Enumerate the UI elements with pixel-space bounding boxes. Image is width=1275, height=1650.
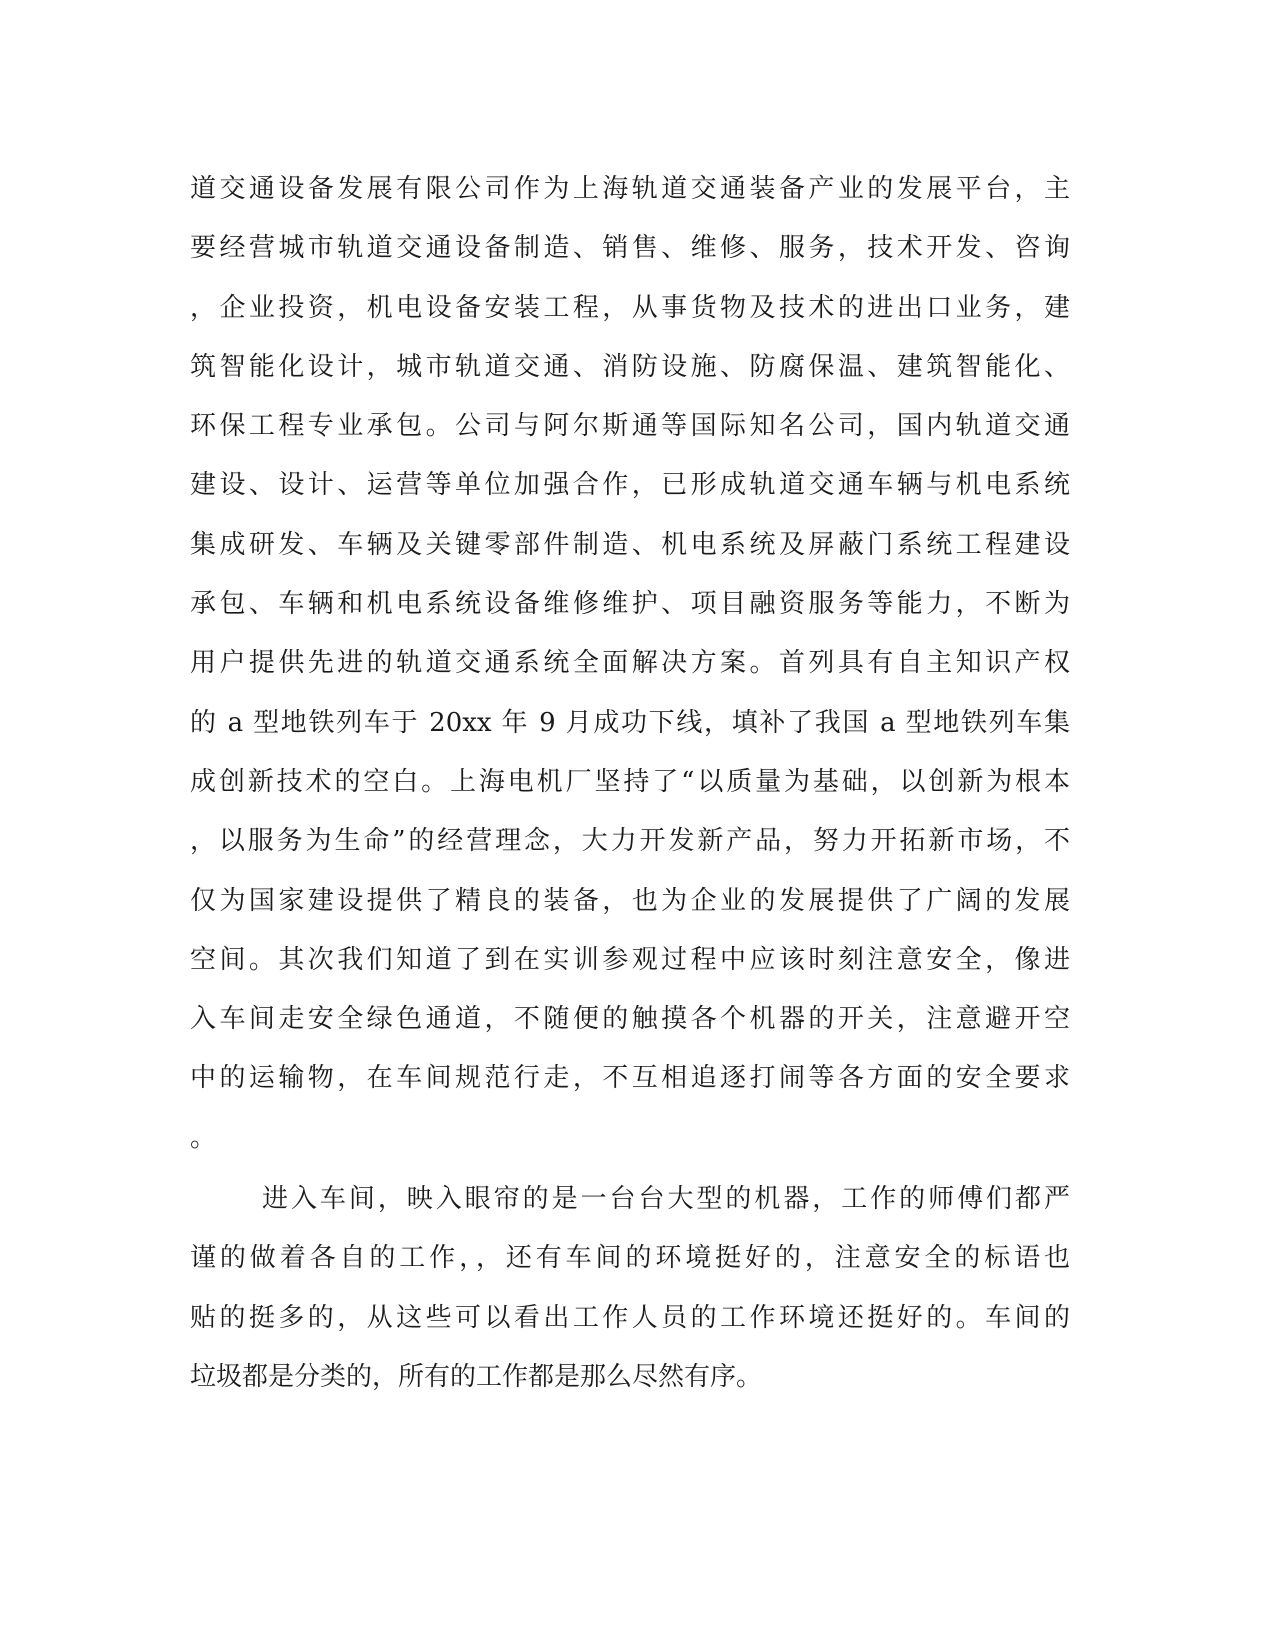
text-line: 进入车间，映入眼帘的是一台台大型的机器，工作的师傅们都严 [262, 1184, 1070, 1215]
text-line: 。 [190, 1122, 217, 1153]
text-line: 用户提供先进的轨道交通系统全面解决方案。首列具有自主知识产权 [190, 648, 1070, 679]
text-line: 要经营城市轨道交通设备制造、销售、维修、服务，技术开发、咨询 [190, 233, 1070, 264]
paragraph-2 [190, 1170, 1070, 1407]
text-line: 承包、车辆和机电系统设备维修维护、项目融资服务等能力，不断为 [190, 589, 1070, 620]
text-line: 入车间走安全绿色通道，不随便的触摸各个机器的开关，注意避开空 [190, 1004, 1070, 1035]
text-line: 集成研发、车辆及关键零部件制造、机电系统及屏蔽门系统工程建设 [190, 529, 1070, 560]
text-line: ，企业投资，机电设备安装工程，从事货物及技术的进出口业务，建 [190, 292, 1070, 323]
text-line: 道交通设备发展有限公司作为上海轨道交通装备产业的发展平台，主 [190, 174, 1070, 204]
text-line: 仅为国家建设提供了精良的装备，也为企业的发展提供了广阔的发展 [190, 885, 1070, 916]
text-line: 贴的挺多的，从这些可以看出工作人员的工作环境还挺好的。车间的 [190, 1302, 1070, 1333]
text-line: 的 a 型地铁列车于 20xx 年 9 月成功下线，填补了我国 a 型地铁列车集 [190, 707, 1070, 738]
text-line: 筑智能化设计，城市轨道交通、消防设施、防腐保温、建筑智能化、 [190, 351, 1070, 382]
text-line: 建设、设计、运营等单位加强合作，已形成轨道交通车辆与机电系统 [190, 470, 1070, 501]
text-line: ，以服务为生命”的经营理念，大力开发新产品，努力开拓新市场，不 [190, 826, 1070, 857]
text-line: 谨的做着各自的工作，，还有车间的环境挺好的，注意安全的标语也 [190, 1243, 1070, 1274]
text-line: 垃圾都是分类的，所有的工作都是那么尽然有序。 [190, 1361, 763, 1392]
paragraph-1 [190, 160, 1070, 1168]
text-line: 中的运输物，在车间规范行走，不互相追逐打闹等各方面的安全要求 [190, 1063, 1070, 1094]
text-line: 成创新技术的空白。上海电机厂坚持了“以质量为基础，以创新为根本 [190, 766, 1070, 797]
document-body [190, 160, 1070, 1407]
text-line: 空间。其次我们知道了到在实训参观过程中应该时刻注意安全，像进 [190, 944, 1070, 975]
text-line: 环保工程专业承包。公司与阿尔斯通等国际知名公司，国内轨道交通 [190, 411, 1070, 442]
